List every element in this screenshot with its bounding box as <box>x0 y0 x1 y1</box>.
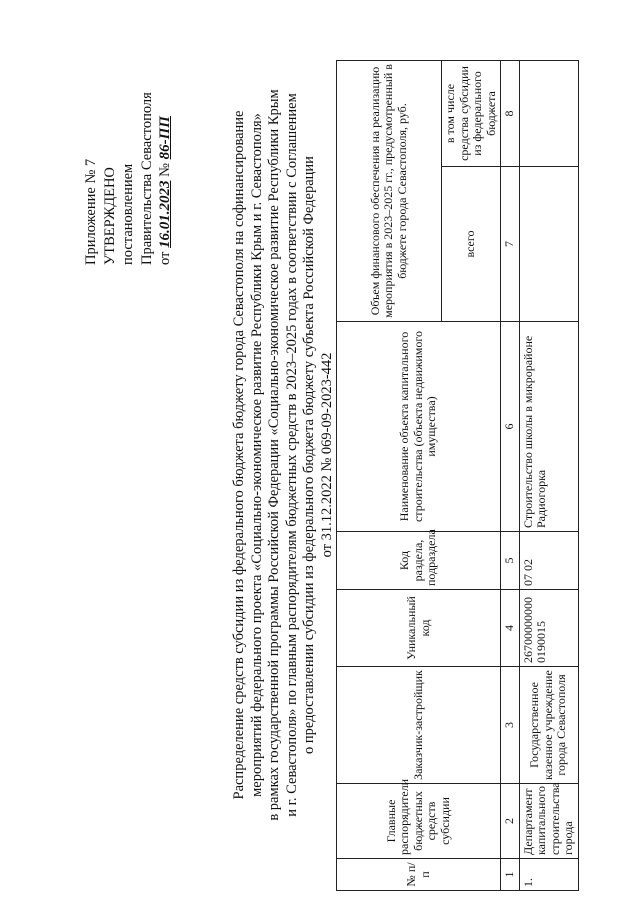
row-number: 1. <box>519 859 578 891</box>
column-number: 6 <box>501 322 520 532</box>
row-federal <box>519 60 578 166</box>
document-title <box>231 35 336 875</box>
resolution-date-line <box>156 25 175 265</box>
column-number-row <box>501 60 520 890</box>
row-section: 07 02 <box>519 532 578 590</box>
title-line: и г. Севастополя» по главным распорядителям бюджетных средств в 2023–2025 годах в соответствии с Соглашением <box>283 93 300 817</box>
column-number: 2 <box>501 784 520 859</box>
column-number: 8 <box>501 60 520 166</box>
column-number: 5 <box>501 532 520 590</box>
table-row <box>519 60 578 890</box>
resolution-label: постановлением <box>120 163 136 265</box>
header-total: всего <box>442 167 501 322</box>
appendix-number: Приложение № 7 <box>83 158 99 265</box>
header-num: № п/п <box>337 859 501 891</box>
column-number: 1 <box>501 859 520 891</box>
header-section: Код раздела, подраздела <box>337 532 501 590</box>
title-line: о предоставлении субсидии из федерального бюджета бюджету субъекта Российской Федерации <box>301 156 317 754</box>
government-label: Правительства Севастополя <box>138 92 155 265</box>
resolution-number: 86-ПП <box>157 116 173 160</box>
title-line: мероприятий федерального проекта «Социально-экономическое развитие Республики Крым и г. Севастополя» <box>248 113 265 797</box>
title-line: от 31.12.2022 № 069-09-2023-442 <box>318 352 335 558</box>
row-total <box>519 167 578 322</box>
header-finance: Объем финансового обеспечения на реализацию мероприятия в 2023–2025 гг., предусмотренный в бюджете города Севастополя, руб. <box>337 60 442 321</box>
row-customer: Государственное казенное учреждение города Севастополя <box>519 667 578 784</box>
title-line: в рамках государственной программы Российской Федерации «Социально-экономическое развитие Республики Крым <box>266 89 282 821</box>
distribution-table <box>336 60 579 891</box>
approval-stamp <box>82 25 175 265</box>
row-object: Строительство школы в микрорайоне Радиогорка <box>519 322 578 532</box>
number-sign: № <box>157 163 173 177</box>
approved-label: УТВЕРЖДЕНО <box>101 167 118 265</box>
header-object: Наименование объекта капитального строительства (объекта недвижимого имущества) <box>337 322 501 532</box>
resolution-date: 16.01.2023 <box>157 180 173 248</box>
column-number: 4 <box>501 590 520 667</box>
row-code: 267000000000190015 <box>519 590 578 667</box>
header-federal: в том числе средства субсидии из федерального бюджета <box>442 60 501 166</box>
row-manager: Департамент капитального строительства города <box>519 784 578 859</box>
header-row <box>337 60 442 890</box>
from-label: от <box>157 251 173 265</box>
header-managers: Главные распорядители бюджетных средств субсидии <box>337 784 501 859</box>
column-number: 3 <box>501 667 520 784</box>
title-line: Распределение средств субсидии из федерального бюджета бюджету города Севастополя на софинансирование <box>231 110 247 800</box>
column-number: 7 <box>501 167 520 322</box>
header-code: Уникальный код <box>337 590 501 667</box>
header-customer: Заказчик-застройщик <box>337 667 501 784</box>
